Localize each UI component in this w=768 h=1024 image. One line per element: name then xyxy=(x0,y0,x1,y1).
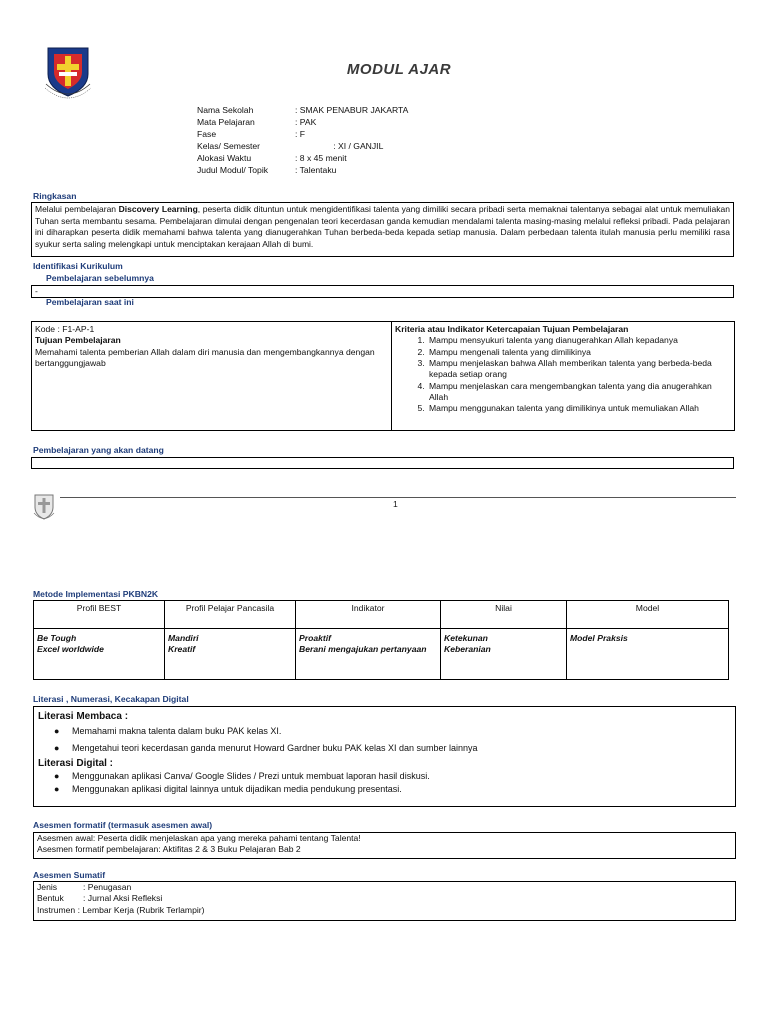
metode-value: Excel worldwide xyxy=(37,644,104,655)
akan-datang-box xyxy=(31,457,734,469)
info-label: Nama Sekolah xyxy=(197,105,254,115)
kurikulum-heading: Identifikasi Kurikulum xyxy=(33,261,123,271)
literasi-membaca-item: ● Mengetahui teori kecerdasan ganda menurut Howard Gardner buku PAK kelas XI dan sumber lainnya xyxy=(38,743,731,755)
footer-divider xyxy=(60,497,736,498)
kriteria-list xyxy=(395,335,731,414)
info-value: : PAK xyxy=(295,117,317,127)
tujuan-text: Memahami talenta pemberian Allah dalam diri manusia dan mengembangkannya dengan bertanggungjawab xyxy=(35,346,375,369)
asesmen-sumatif-row xyxy=(37,905,732,916)
metode-header-cell: Nilai xyxy=(441,601,567,629)
ringkasan-method: Discovery Learning xyxy=(118,204,198,214)
metode-header-cell: Indikator xyxy=(296,601,441,629)
literasi-membaca-heading: Literasi Membaca : xyxy=(38,711,129,722)
literasi-heading: Literasi , Numerasi, Kecakapan Digital xyxy=(33,694,189,704)
asesmen-sumatif-value: : Lembar Kerja (Rubrik Terlampir) xyxy=(77,904,205,915)
info-value: : Talentaku xyxy=(295,165,337,175)
info-label: Kelas/ Semester xyxy=(197,141,261,151)
ringkasan-text-1: Melalui pembelajaran xyxy=(35,204,119,214)
info-label: Judul Modul/ Topik xyxy=(197,165,269,175)
metode-value: Berani mengajukan pertanyaan xyxy=(299,644,427,655)
sebelum-heading: Pembelajaran sebelumnya xyxy=(46,273,154,283)
akan-datang-heading: Pembelajaran yang akan datang xyxy=(33,445,164,455)
kode-text: Kode : F1-AP-1 xyxy=(35,324,95,334)
kriteria-heading: Kriteria atau Indikator Ketercapaian Tujuan Pembelajaran xyxy=(395,324,629,334)
info-value: : F xyxy=(295,129,306,139)
kriteria-item: 5. Mampu menggunakan talenta yang dimilikinya untuk memuliakan Allah xyxy=(427,403,731,414)
tujuan-cell xyxy=(32,322,392,431)
metode-value: Model Praksis xyxy=(570,633,628,643)
metode-header-cell: Profil Pelajar Pancasila xyxy=(165,601,296,629)
asesmen-sumatif-value: : Jurnal Aksi Refleksi xyxy=(83,893,163,904)
metode-cell xyxy=(441,629,567,680)
asesmen-formatif-line: Asesmen formatif pembelajaran: Aktifitas 2 & 3 Buku Pelajaran Bab 2 xyxy=(37,844,301,855)
metode-value: Keberanian xyxy=(444,644,491,655)
literasi-digital-item: ● Menggunakan aplikasi digital lainnya untuk dijadikan media pendukung presentasi. xyxy=(38,784,731,796)
literasi-digital-heading: Literasi Digital : xyxy=(38,757,114,769)
metode-header-cell: Model xyxy=(567,601,729,629)
info-value: : SMAK PENABUR JAKARTA xyxy=(295,105,409,115)
kriteria-item: 4. Mampu menjelaskan cara mengembangkan talenta yang dia anugerahkan Allah xyxy=(427,381,731,404)
kriteria-cell xyxy=(392,322,735,431)
sebelum-value: - xyxy=(35,286,38,296)
info-value: : 8 x 45 menit xyxy=(295,153,347,163)
kriteria-item: 2. Mampu mengenali talenta yang dimilikinya xyxy=(427,347,731,358)
info-label: Fase xyxy=(197,129,217,139)
asesmen-sumatif-box xyxy=(33,881,736,921)
asesmen-sumatif-heading: Asesmen Sumatif xyxy=(33,870,106,880)
metode-cell xyxy=(165,629,296,680)
literasi-membaca-item: ● Memahami makna talenta dalam buku PAK kelas XI. xyxy=(38,726,731,738)
metode-table xyxy=(33,600,728,680)
page-number: 1 xyxy=(393,499,398,509)
asesmen-sumatif-label: Jenis xyxy=(37,882,58,892)
info-label: Mata Pelajaran xyxy=(197,117,255,127)
metode-cell xyxy=(296,629,441,680)
page-title: MODUL AJAR xyxy=(346,61,452,78)
asesmen-formatif-heading: Asesmen formatif (termasuk asesmen awal) xyxy=(33,820,213,830)
metode-value: Mandiri xyxy=(168,633,199,643)
metode-header-cell: Profil BEST xyxy=(34,601,165,629)
metode-cell xyxy=(567,629,729,680)
tujuan-heading: Tujuan Pembelajaran xyxy=(35,335,121,346)
literasi-box xyxy=(33,706,736,807)
literasi-membaca-list xyxy=(38,726,731,755)
metode-value: Kreatif xyxy=(168,644,196,655)
saat-ini-heading: Pembelajaran saat ini xyxy=(46,297,134,307)
asesmen-sumatif-value: : Penugasan xyxy=(83,882,132,892)
literasi-digital-list xyxy=(38,771,731,796)
asesmen-sumatif-label: Instrumen xyxy=(37,904,76,915)
asesmen-formatif-box xyxy=(33,832,736,859)
sebelum-box xyxy=(31,285,734,298)
asesmen-formatif-line: Asesmen awal: Peserta didik menjelaskan apa yang mereka pahami tentang Talenta! xyxy=(37,833,361,843)
metode-heading: Metode Implementasi PKBN2K xyxy=(33,589,159,599)
tujuan-table xyxy=(31,321,734,431)
literasi-digital-item: ● Menggunakan aplikasi Canva/ Google Slides / Prezi untuk membuat laporan hasil diskusi. xyxy=(38,771,731,783)
asesmen-sumatif-label: Bentuk xyxy=(37,893,64,904)
metode-cell xyxy=(34,629,165,680)
metode-value: Be Tough xyxy=(37,633,77,643)
ringkasan-text-2: , peserta didik dituntun untuk mengidentifikasi talenta yang dimiliki secara pribadi serta memaknai talentanya sebagai alat untuk memuliakan Tuhan serta membantu sesama. Pembelajaran dimulai dengan pengenalan teori kecerdasan ganda kemudian mendalami talenta masing-masing melalui refleksi pribadi. Pada pelajaran ini diharapkan peserta didik memahami bahwa talenta yang dianugerahkan Tuhan berbeda-beda kepada setiap manusia. Dalam perbedaan talenta itulah manusia perlu memiliki rasa syukur serta saling melengkapi untuk menciptakan kerajaan Allah di bumi. xyxy=(35,204,730,249)
ringkasan-box xyxy=(31,202,734,257)
kriteria-item: 1. Mampu mensyukuri talenta yang dianugerahkan Allah kepadanya xyxy=(427,335,731,346)
metode-value: Ketekunan xyxy=(444,633,488,643)
info-label: Alokasi Waktu xyxy=(197,153,252,163)
asesmen-sumatif-row xyxy=(37,893,732,904)
kriteria-item: 3. Mampu menjelaskan bahwa Allah memberikan talenta yang berbeda-beda kepada setiap orang xyxy=(427,358,731,381)
asesmen-sumatif-row xyxy=(37,882,732,893)
metode-value: Proaktif xyxy=(299,633,331,643)
ringkasan-heading: Ringkasan xyxy=(33,191,77,201)
footer-logo xyxy=(32,492,56,522)
info-value: : XI / GANJIL xyxy=(295,141,384,151)
